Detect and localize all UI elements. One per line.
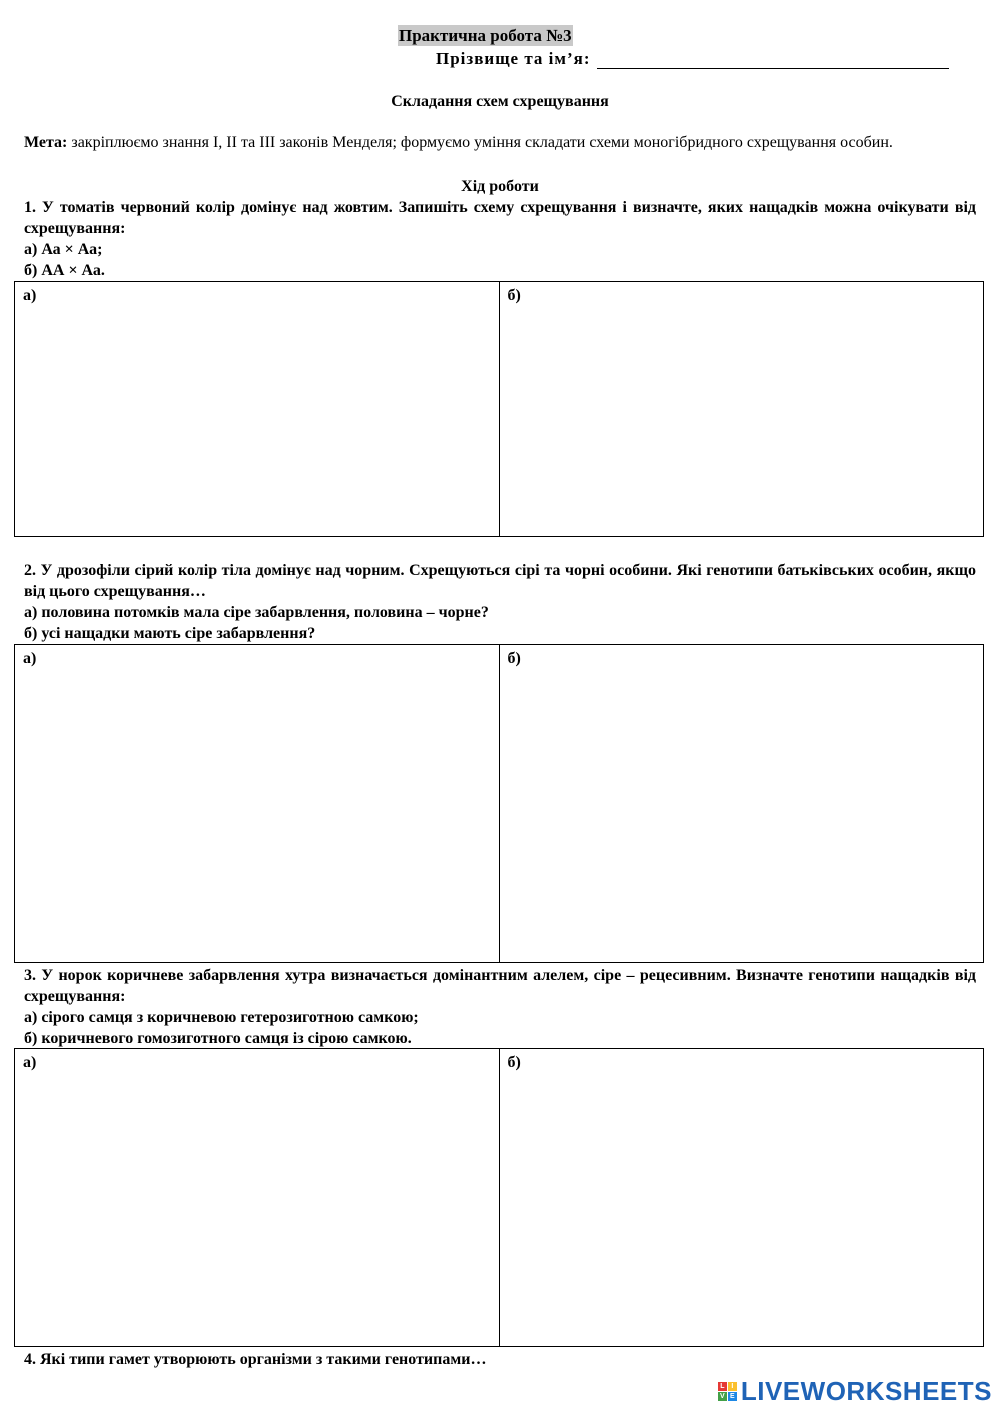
task-4-text: 4. Які типи гамет утворюють організми з такими генотипами… bbox=[24, 1351, 487, 1368]
logo-letter-e: E bbox=[728, 1392, 737, 1401]
cell-label: б) bbox=[507, 650, 521, 667]
page-title: Практична робота №3 bbox=[399, 26, 572, 45]
task-1-text: 1. У томатів червоний колір домінує над жовтим. Запишіть схему схрещування і визначте, яких нащадків можна очікувати від схрещування: bbox=[24, 199, 976, 237]
name-label: Прізвище та ім’я: bbox=[436, 49, 591, 68]
cell-label: б) bbox=[507, 287, 521, 304]
task-3-text: 3. У норок коричневе забарвлення хутра визначається домінантним алелем, сіре – рецесивним. Визначте генотипи нащадків від схрещування: bbox=[24, 967, 976, 1005]
procedure-heading: Хід роботи bbox=[461, 178, 539, 195]
task-2-option-b: б) усі нащадки мають сіре забарвлення? bbox=[24, 625, 316, 642]
task-2-option-a: а) половина потомків мала сіре забарвлення, половина – чорне? bbox=[24, 604, 489, 621]
name-row bbox=[436, 48, 949, 69]
cell-label: б) bbox=[507, 1054, 521, 1071]
goal-paragraph bbox=[24, 132, 976, 153]
task-2-answer-a[interactable] bbox=[15, 645, 499, 962]
goal-text: закріплюємо знання I, II та III законів Менделя; формуємо уміння складати схеми моногібридного схрещування особин. bbox=[67, 134, 893, 151]
task-1-answer-table bbox=[14, 281, 984, 537]
task-2-answer-b[interactable] bbox=[499, 645, 984, 962]
task-1-answer-a[interactable] bbox=[15, 282, 499, 536]
goal-label: Мета: bbox=[24, 134, 68, 151]
cell-label: а) bbox=[23, 1054, 37, 1071]
work-subtitle: Складання схем схрещування bbox=[391, 93, 609, 110]
task-2-answer-table bbox=[14, 644, 984, 963]
task-1-answer-b[interactable] bbox=[499, 282, 984, 536]
logo-text: LIVEWORKSHEETS bbox=[740, 1376, 992, 1406]
logo-letter-l: L bbox=[718, 1382, 727, 1391]
task-2-text: 2. У дрозофіли сірий колір тіла домінує над чорним. Схрещуються сірі та чорні особини. Які генотипи батьківських особин, якщо від цього схрещування… bbox=[24, 562, 976, 600]
logo-letter-i: I bbox=[728, 1382, 737, 1391]
task-3-option-a: а) сірого самця з коричневою гетерозиготною самкою; bbox=[24, 1009, 419, 1026]
task-3-answer-a[interactable] bbox=[15, 1049, 499, 1346]
task-3-answer-b[interactable] bbox=[499, 1049, 984, 1346]
cell-label: а) bbox=[23, 650, 37, 667]
task-3-answer-table bbox=[14, 1048, 984, 1347]
logo-letter-v: V bbox=[718, 1392, 727, 1401]
name-input-line[interactable] bbox=[597, 50, 949, 69]
logo-icon bbox=[718, 1382, 737, 1401]
task-1-option-a: а) Аа × Аа; bbox=[24, 241, 103, 258]
cell-label: а) bbox=[23, 287, 37, 304]
liveworksheets-logo bbox=[718, 1377, 992, 1405]
task-1-option-b: б) АА × Аа. bbox=[24, 262, 105, 279]
task-3-option-b: б) коричневого гомозиготного самця із сірою самкою. bbox=[24, 1030, 412, 1047]
